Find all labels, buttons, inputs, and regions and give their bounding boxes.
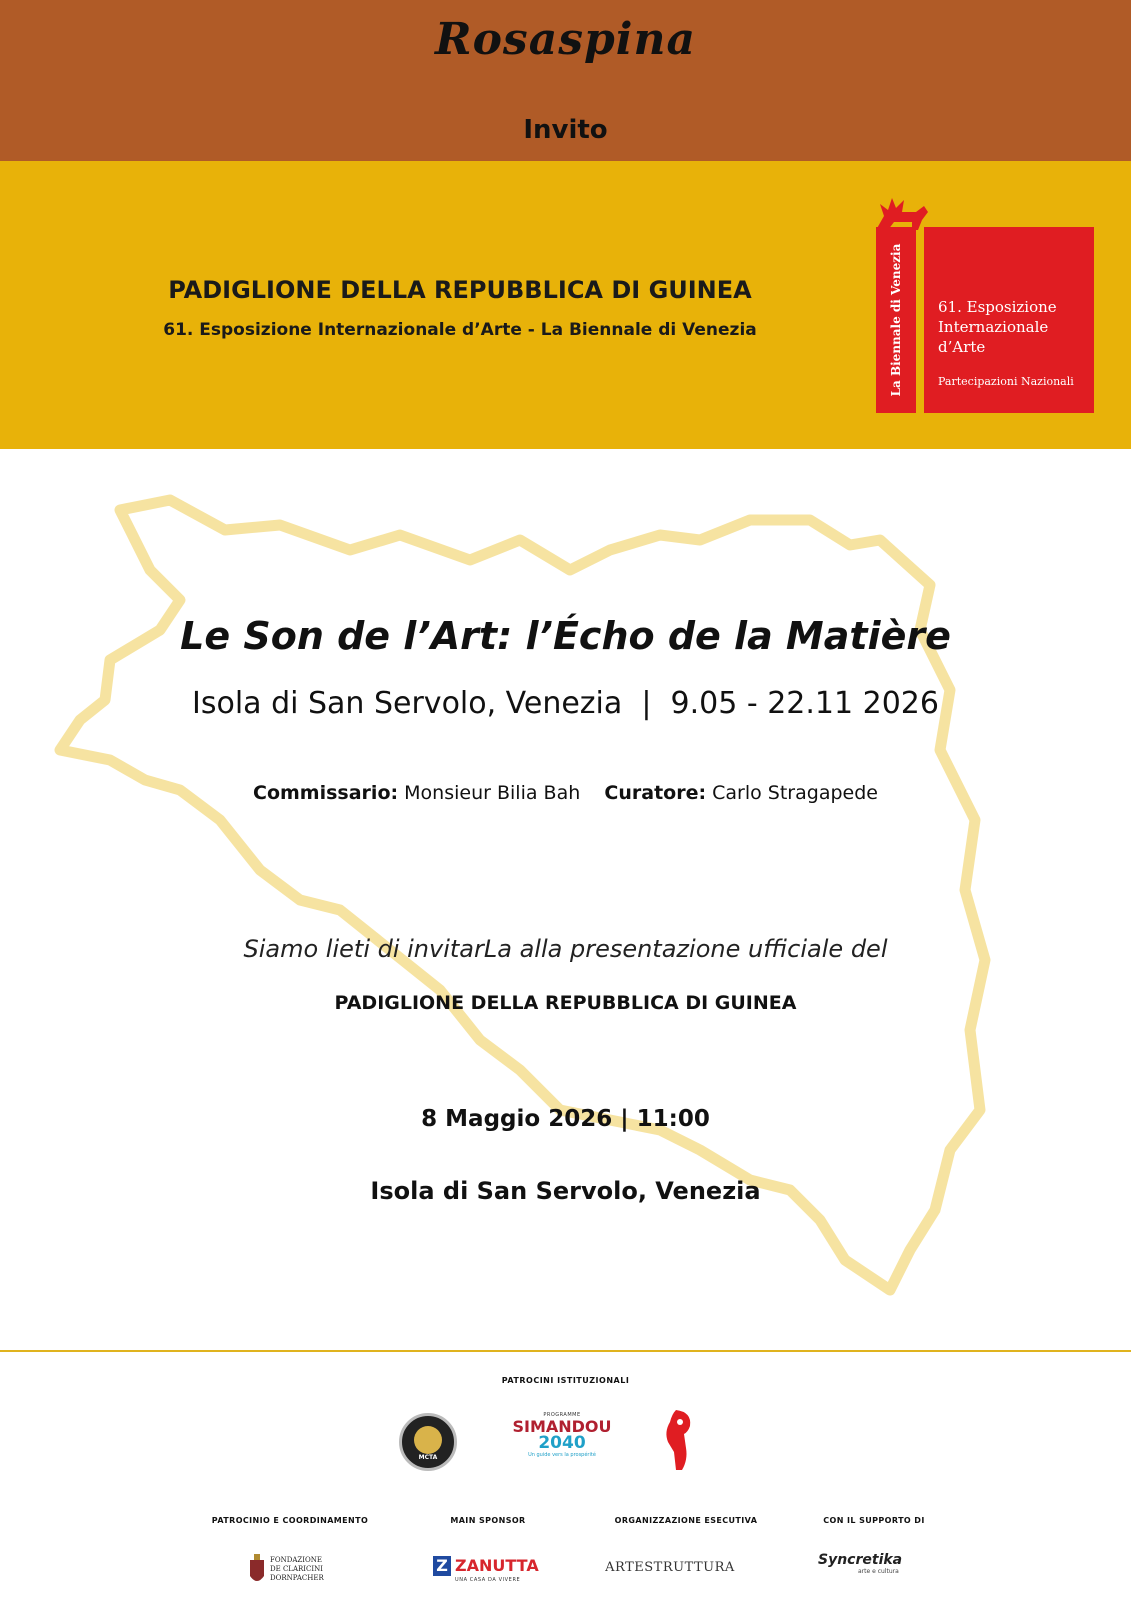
pavilion-subtitle: 61. Esposizione Internazionale d’Arte - La Biennale di Venezia xyxy=(163,320,757,340)
zanutta-z-icon: Z xyxy=(433,1556,451,1576)
simandou-year-text: 2040 xyxy=(538,1433,586,1453)
biennale-logo-box xyxy=(924,227,1094,413)
curator-label: Curatore: xyxy=(604,782,707,804)
biennale-vertical-text: La Biennale di Venezia xyxy=(889,243,903,397)
event-venue: Isola di San Servolo, Venezia xyxy=(370,1177,761,1205)
curator-name: Carlo Stragapede xyxy=(712,782,878,804)
exhibition-title: Le Son de l’Art: l’Écho de la Matière xyxy=(180,614,951,658)
footer-heading-organizzazione: ORGANIZZAZIONE ESECUTIVA xyxy=(614,1516,758,1525)
invitation-pavilion: PADIGLIONE DELLA REPUBBLICA DI GUINEA xyxy=(334,992,797,1014)
invitation-label: Invito xyxy=(523,115,608,145)
crest-icon xyxy=(248,1554,266,1586)
footer-heading-patrocinio: PATROCINIO E COORDINAMENTO xyxy=(211,1516,369,1525)
syncretika-tagline: arte e cultura xyxy=(858,1568,899,1575)
mcta-seal-logo xyxy=(399,1413,457,1471)
biennale-logo-line: Internazionale xyxy=(938,318,1049,336)
seal-label: MCTA xyxy=(418,1454,438,1461)
footer-heading-sponsor: MAIN SPONSOR xyxy=(450,1516,526,1525)
fondazione-logo xyxy=(248,1552,344,1588)
artestruttura-logo: ARTESTRUTTURA xyxy=(605,1560,735,1575)
fondazione-line: FONDAZIONE xyxy=(270,1556,322,1564)
syncretika-name: Syncretika xyxy=(818,1552,903,1568)
biennale-logo-line: 61. Esposizione xyxy=(938,298,1057,316)
invitation-text: Siamo lieti di invitarLa alla presentazione ufficiale del xyxy=(243,935,888,963)
footer-heading-supporto: CON IL SUPPORTO DI xyxy=(823,1516,925,1525)
seal-emblem xyxy=(414,1426,442,1454)
biennale-logo-line: d’Arte xyxy=(938,338,986,356)
zanutta-tagline: UNA CASA DA VIVERE xyxy=(455,1577,521,1583)
simandou-main-text: SIMANDOU xyxy=(512,1417,612,1436)
simandou-tagline: Un guide vers la prospérité xyxy=(528,1452,596,1458)
fondazione-line: DORNPACHER xyxy=(270,1574,324,1582)
commissioner-label: Commissario: xyxy=(253,782,399,804)
exhibition-place-dates: Isola di San Servolo, Venezia | 9.05 - 22.11 2026 xyxy=(192,686,939,721)
simandou-top-text: PROGRAMME xyxy=(543,1412,581,1418)
exhibition-people xyxy=(0,782,1131,804)
biennale-logo-caption: Partecipazioni Nazionali xyxy=(938,375,1074,388)
commissioner-name: Monsieur Bilia Bah xyxy=(404,782,581,804)
fondazione-line: DE CLARICINI xyxy=(270,1565,324,1573)
zanutta-logo xyxy=(433,1556,543,1586)
event-date-time: 8 Maggio 2026 | 11:00 xyxy=(421,1106,710,1132)
fondazione-text xyxy=(270,1556,324,1583)
zanutta-name: ZANUTTA xyxy=(455,1556,539,1575)
patrocini-heading: PATROCINI ISTITUZIONALI xyxy=(501,1376,630,1385)
biennale-logo-text xyxy=(938,297,1088,357)
pavilion-title: PADIGLIONE DELLA REPUBBLICA DI GUINEA xyxy=(168,276,752,304)
brand-title: Rosaspina xyxy=(435,14,696,65)
simandou-2040-logo xyxy=(508,1412,616,1472)
syncretika-logo xyxy=(818,1552,938,1586)
footer-divider xyxy=(0,1350,1131,1352)
mask-logo xyxy=(662,1408,696,1472)
